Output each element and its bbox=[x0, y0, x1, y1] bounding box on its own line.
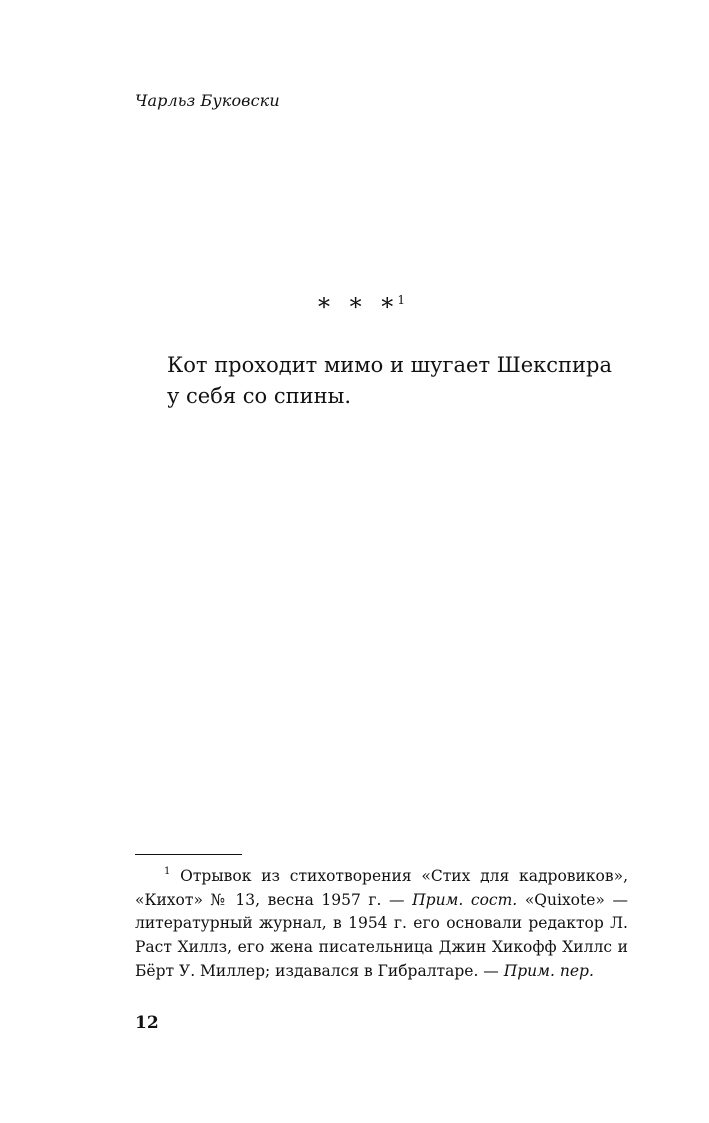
footnote-divider bbox=[135, 854, 242, 855]
footnote-marker: 1 bbox=[164, 866, 171, 877]
page-number: 12 bbox=[135, 1013, 159, 1033]
footnote-reference: 1 bbox=[397, 293, 405, 307]
poem bbox=[167, 350, 647, 412]
section-mark bbox=[0, 293, 709, 321]
footnote-text: «Quixote» — литературный журнал, в 1954 г. его основали редактор Л. Раст Хиллз, его жена писательница Джин Хикофф Хиллс и Бёрт У. Миллер; издавался в Гибралтаре. — bbox=[135, 890, 628, 980]
section-asterisks: * * * bbox=[318, 293, 400, 321]
running-head: Чарльз Буковски bbox=[135, 91, 280, 110]
poem-line: Кот проходит мимо и шугает Шекспира bbox=[167, 353, 612, 377]
poem-line: у себя со спины. bbox=[167, 384, 352, 408]
footnote-note-label: Прим. сост. bbox=[412, 890, 518, 909]
footnote-note-label: Прим. пер. bbox=[503, 961, 594, 980]
footnote-text: Отрывок из стихотворения «Стих для кадровиков», «Кихот» № 13, весна 1957 г. — bbox=[135, 867, 628, 909]
footnote bbox=[135, 861, 628, 983]
footnote-paragraph bbox=[135, 861, 628, 983]
